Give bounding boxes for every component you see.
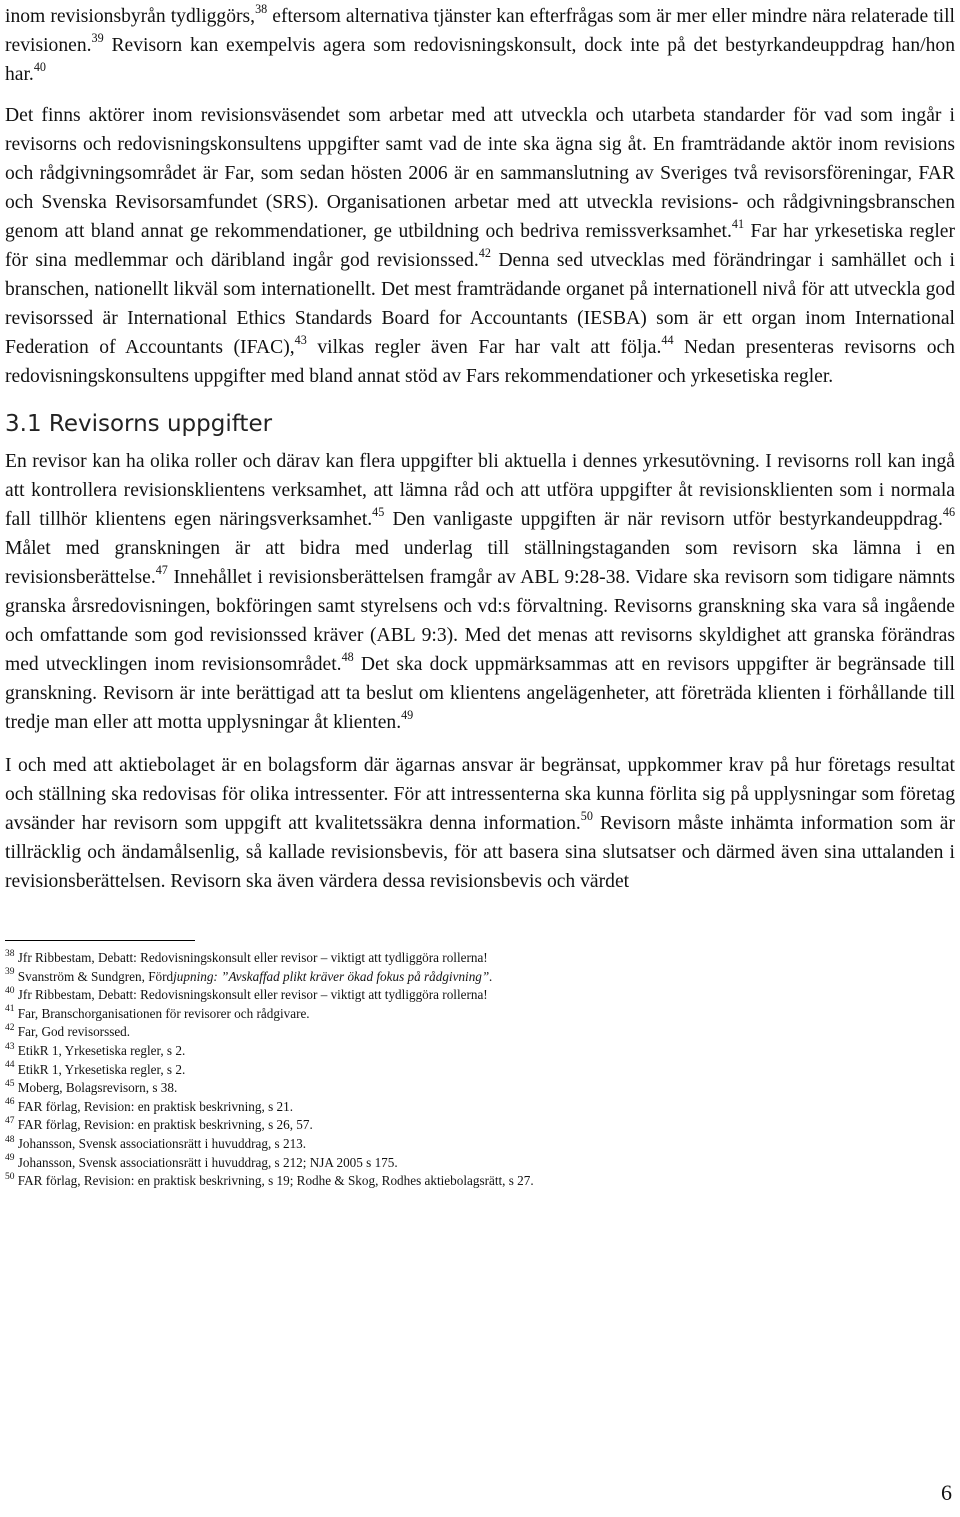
footnote [5,1061,955,1080]
footnote-number: 38 [5,948,15,959]
body-paragraph-4 [5,751,955,896]
footnote [5,1079,955,1098]
text-run: vilkas regler även Far har valt att följa. [306,337,662,358]
footnote-text: Jfr Ribbestam, Debatt: Redovisningskonsult eller revisor – viktigt att tydliggöra rollerna! [14,987,488,1003]
text-run: Målet med granskningen är att bidra med underlag till ställningstaganden som revisorn ska lämna i en revisionsberättelse. [5,538,955,588]
footnote-number: 39 [5,967,15,978]
footnote-reference[interactable]: 43 [294,333,307,348]
footnote [5,1023,955,1042]
footnote [5,1154,955,1173]
footnote [5,1172,955,1191]
footnote-text: Svanström & Sundgren, Förd [14,968,174,984]
text-run: Det ska dock uppmärksammas att en revisors uppgifter är begränsade till granskning. Revisorn är inte berättigad att ta beslut om klientens angelägenheter, att företräda klienten i förhållande till tredje man eller att motta upplysningar åt klienten. [5,654,955,733]
text-run: Revisorn kan exempelvis agera som redovisningskonsult, dock inte på det bestyrkandeuppdrag han/hon har. [5,35,955,85]
footnote-separator [5,940,195,941]
body-paragraph-3 [5,447,955,737]
footnote-reference[interactable]: 45 [372,505,385,520]
footnote-number: 44 [5,1060,15,1071]
footnote [5,949,955,968]
text-run: I och med att aktiebolaget är en bolagsform där ägarnas ansvar är begränsat, uppkommer krav på hur företags resultat och ställning ska redovisas för olika intressenter. För att intressenterna ska kunna förlita sig på upplysningar som företag avsänder har revisorn som uppgift att kvalitetssäkra denna information. [5,755,955,834]
footnote [5,986,955,1005]
footnote-reference[interactable]: 48 [341,650,354,665]
body-paragraph-1 [5,2,955,89]
footnote-reference[interactable]: 38 [255,2,268,17]
footnote-reference[interactable]: 40 [33,60,46,75]
footnote-reference[interactable]: 47 [155,563,168,578]
footnote-number: 45 [5,1078,15,1089]
text-run: Det finns aktörer inom revisionsväsendet som arbetar med att utveckla och utarbeta standarder för vad som ingår i revisorns och redovisningskonsultens uppgifter samt vad de inte ska ägna sig åt. En framträdande aktör inom revisions och rådgivningsområdet är Far, som sedan hösten 2006 är en sammanslutning av Sveriges två revisorsföreningar, FAR och Svenska Revisorsamfundet (SRS). Organisationen arbetar med att utveckla revisions- och rådgivningsbranschen genom att bland annat ge rekommendationer, ge utbildning och bedriva remissverksamhet. [5,105,955,242]
footnote-text: Jfr Ribbestam, Debatt: Redovisningskonsult eller revisor – viktigt att tydliggöra rollerna! [14,950,488,965]
footnote [5,1116,955,1135]
footnote-reference[interactable]: 49 [401,708,414,723]
document-page [5,0,955,1191]
text-run: inom revisionsbyrån tydliggörs, [5,6,256,27]
footnote-text: FAR förlag, Revision: en praktisk beskrivning, s 19; Rodhe & Skog, Rodhes aktiebolagsrätt, s 27. [14,1173,534,1189]
footnote-number: 43 [5,1041,15,1052]
footnote-reference[interactable]: 39 [91,31,104,46]
footnote [5,1042,955,1061]
footnote-text: Johansson, Svensk associationsrätt i huvuddrag, s 212; NJA 2005 s 175. [14,1154,398,1170]
footnote [5,1005,955,1024]
footnote-number: 41 [5,1004,15,1015]
footnote [5,968,955,987]
footnote-italic-text: jupning: ”Avskaffad plikt kräver ökad fokus på rådgivning”. [173,968,493,984]
body-paragraph-2 [5,101,955,391]
footnote-text: EtikR 1, Yrkesetiska regler, s 2. [14,1042,186,1058]
text-run: Nedan presenteras revisorns och redovisningskonsultens uppgifter med bland annat stöd av Fars rekommendationer och yrkesetiska regler. [5,337,955,387]
footnote-number: 48 [5,1134,15,1145]
footnote-text: EtikR 1, Yrkesetiska regler, s 2. [14,1061,186,1077]
page-number: 6 [941,1480,952,1505]
footnote-reference[interactable]: 41 [731,217,745,232]
text-run: Denna sed utvecklas med förändringar i samhället och i branschen, nationellt likväl som internationellt. Det mest framträdande organet på internationell nivå för att utveckla god revisorssed är International Ethics Standards Board for Accountants (IESBA) som är ett organ inom International Federation of Accountants (IFAC), [5,250,955,358]
footnote-number: 49 [5,1153,15,1164]
footnote-number: 40 [5,985,15,996]
footnote-text: FAR förlag, Revision: en praktisk beskrivning, s 26, 57. [14,1117,313,1133]
footnote [5,1135,955,1154]
footnote-number: 47 [5,1116,15,1127]
footnote-text: Moberg, Bolagsrevisorn, s 38. [14,1080,178,1096]
footnote-number: 46 [5,1097,15,1108]
text-run: Innehållet i revisionsberättelsen framgår av ABL 9:28-38. Vidare ska revisorn som tidigare nämnts granska årsredovisningen, bokföringen samt styrelsens och vd:s förvaltning. Revisorns granskning ska vara så ingående och omfattande som god revisionssed kräver (ABL 9:3). Med det menas att revisorns skyldighet att granska förändras med utvecklingen inom revisionsområdet. [5,567,955,675]
text-run: Far har yrkesetiska regler för sina medlemmar och däribland ingår god revisionssed. [5,221,955,271]
footnote [5,1098,955,1117]
footnote-number: 50 [5,1171,15,1182]
footnote-reference[interactable]: 44 [661,333,674,348]
footnotes [5,949,955,1191]
footnote-text: Far, Branschorganisationen för revisorer och rådgivare. [14,1005,310,1021]
footnote-text: FAR förlag, Revision: en praktisk beskrivning, s 21. [14,1098,294,1114]
footnote-reference[interactable]: 46 [942,505,956,520]
text-run: eftersom alternativa tjänster kan efterfrågas som är mer eller mindre nära relaterade till revisionen. [5,6,955,56]
text-run: Den vanligaste uppgiften är när revisorn utför bestyrkandeuppdrag. [384,509,943,530]
text-run: En revisor kan ha olika roller och därav kan flera uppgifter bli aktuella i dennes yrkesutövning. I revisorns roll kan ingå att kontrollera revisionsklientens verksamhet, att lämna råd och att utföra uppgifter åt revisionsklienten som i normala fall tillhör klientens egen näringsverksamhet. [5,451,955,530]
text-run: Revisorn måste inhämta information som är tillräcklig och ändamålsenlig, så kallade revisionsbevis, för att basera sina slutsatser och därmed även sina uttalanden i revisionsberättelsen. Revisorn ska även värdera dessa revisionsbevis och värdet [5,813,955,892]
footnote-text: Johansson, Svensk associationsrätt i huvuddrag, s 213. [14,1135,307,1151]
section-heading: 3.1 Revisorns uppgifter [5,411,273,437]
footnote-reference[interactable]: 42 [478,246,491,261]
footnote-number: 42 [5,1023,15,1034]
footnote-reference[interactable]: 50 [580,809,593,824]
footnote-text: Far, God revisorssed. [14,1024,131,1040]
